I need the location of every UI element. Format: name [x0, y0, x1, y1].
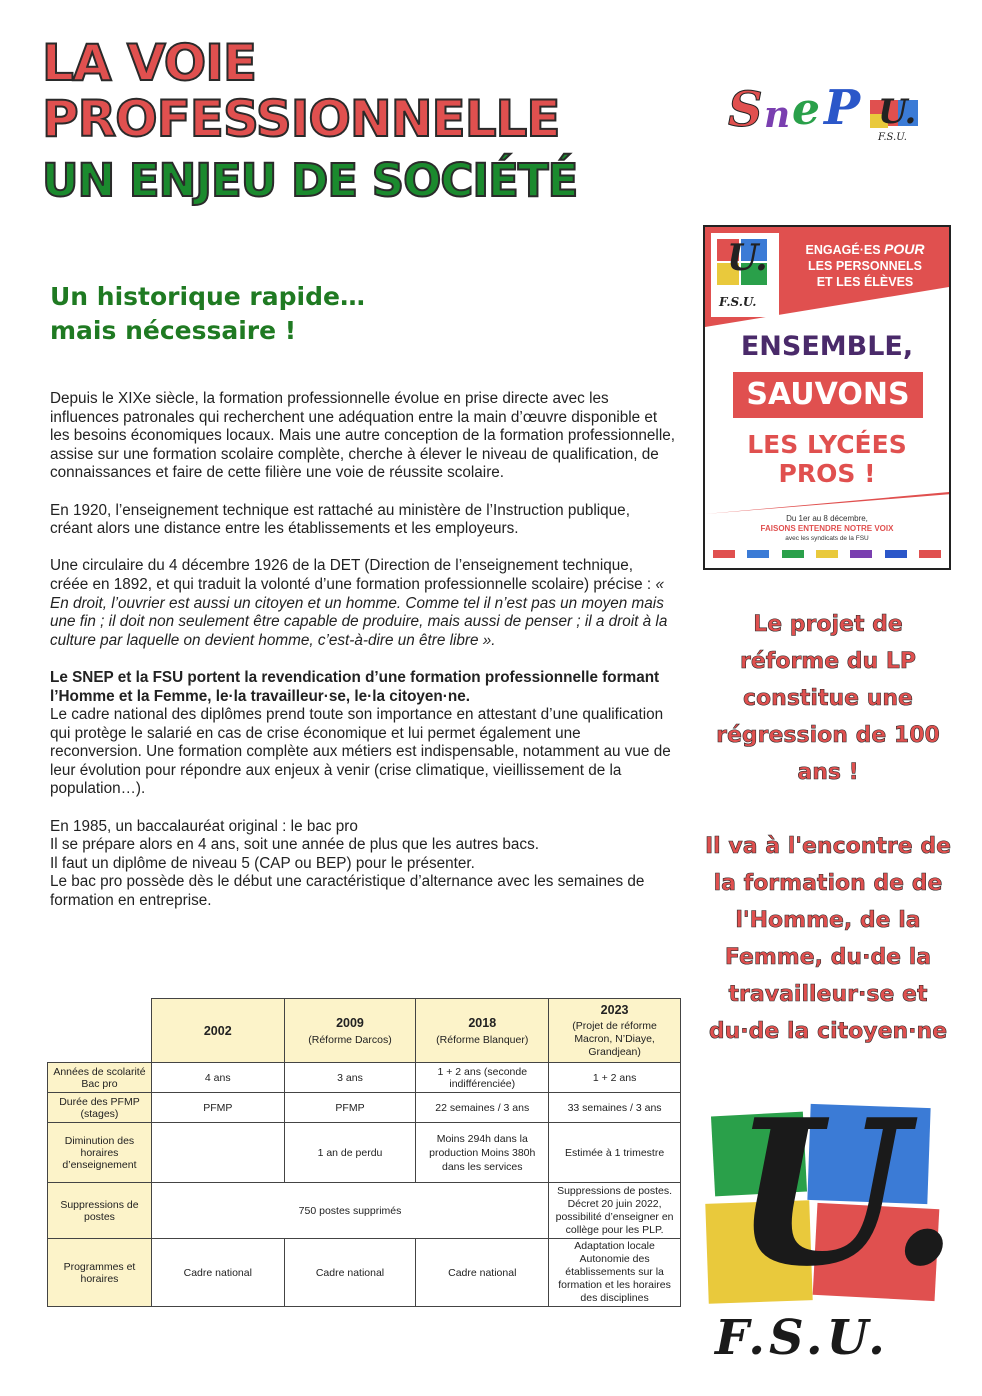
subtitle-line-2: mais nécessaire ! — [50, 316, 297, 345]
fsu-logo — [707, 1076, 959, 1366]
table-cell: Suppressions de postes. Décret 20 juin 2022, possibilité d’enseigner en collège pour les PLP. — [549, 1183, 681, 1239]
poster-lycees: LES LYCÉES PROS ! — [747, 430, 907, 488]
subtitle-line-1: Un historique rapide… — [50, 282, 365, 311]
bac-pro-line-1: En 1985, un baccalauréat original : le bac pro — [50, 817, 358, 835]
poster-union-logos — [713, 550, 941, 560]
table-cell: 1 an de perdu — [284, 1123, 416, 1183]
table-cell: PFMP — [284, 1093, 416, 1123]
bac-pro-line-3: Il faut un diplôme de niveau 5 (CAP ou BEP) pour le présenter. — [50, 854, 475, 872]
snep-fsu-text: F.S.U. — [878, 132, 907, 143]
table-row — [48, 1239, 681, 1307]
table-cell: 4 ans — [151, 1063, 284, 1093]
table-cell: 22 semaines / 3 ans — [416, 1093, 549, 1123]
fsu-text: F.S.U. — [715, 1310, 889, 1366]
paragraph-4 — [50, 669, 675, 799]
snep-logo: S n e P U. F.S.U. — [728, 80, 917, 143]
reform-comparison-table — [47, 998, 681, 1307]
poster-footer-text: Du 1er au 8 décembre, FAISONS ENTENDRE NOTRE VOIX avec les syndicats de la FSU — [760, 514, 894, 542]
side-statement-1: Le projet de réforme du LP constitue une régression de 100 ans ! — [716, 612, 940, 785]
paragraph-3-text: Une circulaire du 4 décembre 1926 de la DET (Direction de l’enseignement technique, créée en 1892, et qui traduit la volonté d’une formation professionnelle scolaire) précise : — [50, 557, 656, 593]
table-cell — [151, 1123, 284, 1183]
row-label: Diminution des horaires d’enseignement — [48, 1123, 152, 1183]
table-header-2009: 2009 (Réforme Darcos) — [284, 999, 416, 1063]
table-cell: Cadre national — [416, 1239, 549, 1307]
paragraph-3 — [50, 557, 675, 650]
poster-engage-text: ENGAGÉ·ES POUR LES PERSONNELS ET LES ÉLÈVES — [805, 241, 925, 289]
table-row — [48, 1123, 681, 1183]
paragraph-5 — [50, 818, 675, 911]
table-cell: Moins 294h dans la production Moins 380h dans les services — [416, 1123, 549, 1183]
claim-statement: Le SNEP et la FSU portent la revendication d’une formation professionnelle formant l’Homme et la Femme, le·la travailleur·se, le·la citoyen·ne. — [50, 668, 660, 705]
campaign-poster — [703, 225, 951, 570]
paragraph-4-text: Le cadre national des diplômes prend toute son importance en attestant d’une qualification qui protège le salarié en cas de crise économique et lui permet également une reconversion. Une formation complète aux métiers est indispensable, notamment au vue de leur évolution pour répondre aux enjeux à venir (crise climatique, vieillissement de la population…). — [50, 706, 671, 798]
bac-pro-line-4: Le bac pro possède dès le début une caractéristique d’alternance avec les semaines de formation en entreprise. — [50, 873, 645, 910]
table-row — [48, 1063, 681, 1093]
bac-pro-line-2: Il se prépare alors en 4 ans, soit une année de plus que les autres bacs. — [50, 836, 539, 854]
table-row — [48, 1093, 681, 1123]
fsu-u-letter: U. — [733, 1076, 959, 1311]
subtitle — [50, 280, 365, 348]
poster-fsu-logo: U. F.S.U. — [711, 233, 779, 317]
title-line-3: UN ENJEU DE SOCIÉTÉ — [42, 154, 578, 207]
table-cell: Estimée à 1 trimestre — [549, 1123, 681, 1183]
table-cell-merged: 750 postes supprimés — [151, 1183, 548, 1239]
table-cell: 33 semaines / 3 ans — [549, 1093, 681, 1123]
paragraph-2: En 1920, l’enseignement technique est rattaché au ministère de l’Instruction publique, créant alors une distance entre les établissements et les employeurs. — [50, 501, 630, 538]
table-row — [48, 1183, 681, 1239]
poster-ensemble: ENSEMBLE, — [740, 331, 914, 362]
table-header-row — [48, 999, 681, 1063]
table-cell: Adaptation locale Autonomie des établissements sur la formation et les horaires des disciplines — [549, 1239, 681, 1307]
table-cell: 1 + 2 ans (seconde indifférenciée) — [416, 1063, 549, 1093]
row-label: Suppressions de postes — [48, 1183, 152, 1239]
table-header-2018: 2018 (Réforme Blanquer) — [416, 999, 549, 1063]
table-cell: Cadre national — [284, 1239, 416, 1307]
row-label: Programmes et horaires — [48, 1239, 152, 1307]
table-cell: 1 + 2 ans — [549, 1063, 681, 1093]
table-header-2002: 2002 — [151, 999, 284, 1063]
row-label: Années de scolarité Bac pro — [48, 1063, 152, 1093]
table-cell: Cadre national — [151, 1239, 284, 1307]
table-cell: 3 ans — [284, 1063, 416, 1093]
title-line-2: PROFESSIONNELLE — [42, 90, 560, 148]
paragraph-1: Depuis le XIXe siècle, la formation professionnelle évolue en prise directe avec les influences patronales qui recherchent une adéquation entre la main d’œuvre disponible et les besoins économiques locaux. Mais une autre conception de la formation professionnelle, assise sur une formation scolaire complète, cherche à élever le niveau de qualification, de connaissances et faire de cette filière une voie de réussite scolaire. — [50, 390, 675, 482]
poster-sauvons: SAUVONS — [733, 372, 923, 418]
table-corner — [48, 999, 152, 1063]
circular-quote: « En droit, l’ouvrier est aussi un citoyen et un homme. Comme tel il n’est pas un moyen mais une fin ; il doit non seulement être capable de produire, mais aussi de penser ; il a droit à la culture par laquelle on devient homme, c’est-à-dire un être libre ». — [50, 575, 668, 649]
table-cell: PFMP — [151, 1093, 284, 1123]
side-statement-2: Il va à l'encontre de la formation de de l'Homme, de la Femme, du·de la travailleur·se et du·de la citoyen·ne — [704, 834, 952, 1044]
body-text — [50, 390, 675, 929]
title-line-1: LA VOIE — [42, 34, 257, 92]
row-label: Durée des PFMP (stages) — [48, 1093, 152, 1123]
table-header-2023: 2023 (Projet de réforme Macron, N’Diaye, Grandjean) — [549, 999, 681, 1063]
